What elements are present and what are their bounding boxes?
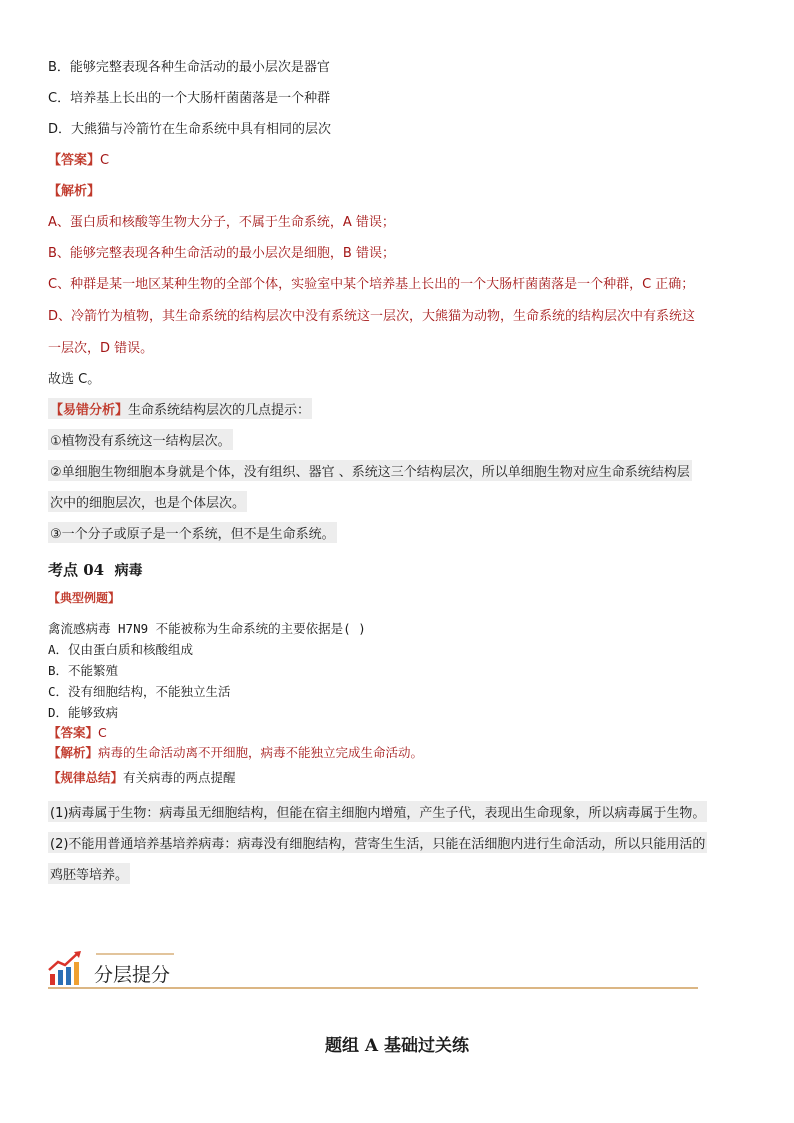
summary-title: 有关病毒的两点提醒: [123, 770, 236, 785]
error-item-3: ③一个分子或原子是一个系统，但不是生命系统。: [48, 522, 337, 543]
error-item-1: ①植物没有系统这一结构层次。: [48, 429, 233, 450]
example-answer-label: 【答案】: [48, 725, 99, 740]
summary-line-2b: 鸡胚等培养。: [48, 863, 130, 884]
error-analysis-title-row: [48, 398, 312, 419]
example-option-b: B．不能繁殖: [48, 663, 119, 678]
group-title: 题组 A 基础过关练: [324, 1036, 470, 1056]
bar-chart-icon: [49, 951, 81, 985]
example-option-c: C．没有细胞结构，不能独立生活: [48, 684, 231, 699]
banner-title: 分层提分: [94, 964, 171, 986]
example-answer-value: C: [98, 725, 107, 740]
error-item-2b: 次中的细胞层次，也是个体层次。: [48, 491, 247, 512]
error-analysis-title: 生命系统结构层次的几点提示：: [128, 403, 311, 418]
option-d: D．大熊猫与冷箭竹在生命系统中具有相同的层次: [48, 122, 332, 137]
example-analysis-row: [48, 743, 423, 761]
example-question: 禽流感病毒 H7N9 不能被称为生命系统的主要依据是( ): [48, 621, 366, 636]
example-option-d: D．能够致病: [48, 705, 119, 720]
analysis-line-d2: 一层次，D 错误。: [48, 341, 154, 356]
analysis-line-d1: D、冷箭竹为植物，其生命系统的结构层次中没有系统这一层次，大熊猫为动物，生命系统的结构层次中有系统这: [48, 309, 696, 324]
answer-label: 【答案】: [48, 153, 101, 168]
answer-row: [48, 149, 109, 168]
section-number: 考点 04: [48, 561, 105, 579]
error-item-2a: ②单细胞生物细胞本身就是个体，没有组织、器官 、系统这三个结构层次，所以单细胞生物对应生命系统结构层: [48, 460, 692, 481]
summary-label: 【规律总结】: [48, 770, 124, 785]
section-banner: [48, 950, 700, 990]
option-b: B．能够完整表现各种生命活动的最小层次是器官: [48, 60, 330, 75]
example-analysis-label: 【解析】: [48, 745, 99, 760]
example-option-a: A．仅由蛋白质和核酸组成: [48, 642, 194, 657]
analysis-conclusion: 故选 C。: [48, 372, 101, 387]
option-c: C．培养基上长出的一个大肠杆菌菌落是一个种群: [48, 91, 331, 106]
analysis-label-row: [48, 180, 100, 199]
example-label: 【典型例题】: [48, 591, 121, 605]
section-name: 病毒: [114, 563, 143, 579]
summary-line-2a: (2)不能用普通培养基培养病毒：病毒没有细胞结构，营寄生生活，只能在活细胞内进行生命活动，所以只能用活的: [48, 832, 707, 853]
section-heading: [48, 559, 143, 580]
summary-line-1: (1)病毒属于生物：病毒虽无细胞结构，但能在宿主细胞内增殖，产生子代，表现出生命现象，所以病毒属于生物。: [48, 801, 707, 822]
summary-title-row: [48, 768, 236, 786]
example-analysis-text: 病毒的生命活动离不开细胞，病毒不能独立完成生命活动。: [98, 745, 424, 760]
analysis-line-a: A、蛋白质和核酸等生物大分子，不属于生命系统，A 错误；: [48, 215, 395, 230]
analysis-label: 【解析】: [48, 184, 101, 199]
answer-value: C: [100, 153, 110, 168]
example-label-row: [48, 589, 120, 606]
analysis-line-b: B、能够完整表现各种生命活动的最小层次是细胞，B 错误；: [48, 246, 395, 261]
error-analysis-label: 【易错分析】: [50, 403, 129, 418]
example-answer-row: [48, 723, 107, 741]
analysis-line-c: C、种群是某一地区某种生物的全部个体，实验室中某个培养基上长出的一个大肠杆菌菌落是一个种群，C 正确；: [48, 277, 695, 292]
